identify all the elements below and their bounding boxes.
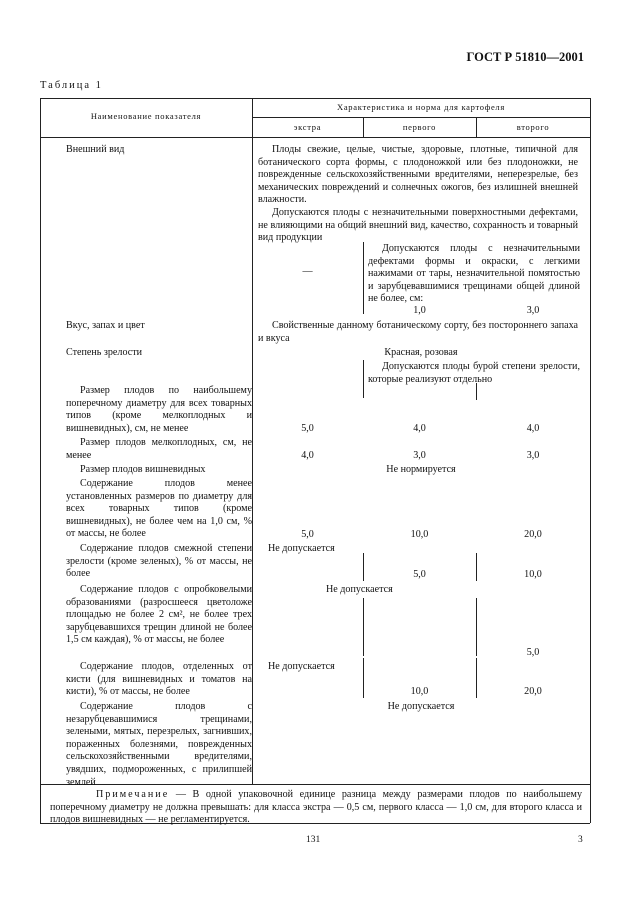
page-number: 131: [306, 835, 321, 845]
row-label-corky: Содержание плодов с опробковелыми образованиями (разросшееся цветоложе площадью не более 2 см², не более трех зарубцевавшихся трещин длиной не более 1,5 см каждая), % от массы, не более: [66, 584, 252, 646]
gost-number: ГОСТ Р 51810—2001: [466, 50, 584, 64]
size-small-second: 3,0: [526, 450, 540, 461]
sheet-number: 3: [578, 835, 583, 845]
table-caption: Таблица 1: [40, 80, 103, 91]
undersize-second: 20,0: [524, 529, 542, 540]
taste-value: Свойственные данному ботаническому сорту, без постороннего запаха и вкуса: [258, 320, 578, 344]
appearance-extra-value: —: [302, 266, 313, 277]
appearance-defects-text: Допускаются плоды с незначительными дефектами формы и окраски, с легкими нажимами от тары, незначительной помятостью и зарубцевавшимися трещинами общей длиной не более, см:: [368, 243, 580, 305]
appearance-allowance: Допускаются плоды с незначительными поверхностными дефектами, не влияющими на общий внешний вид, качество, сохранность и товарный вид продукции: [258, 207, 578, 244]
undersize-first: 10,0: [410, 529, 429, 540]
row-label-ripeness: Степень зрелости: [66, 347, 143, 358]
column-header-group: Характеристика и норма для картофеля: [337, 102, 505, 112]
adjacent-first: 5,0: [413, 569, 426, 580]
corky-value: Не допускается: [326, 584, 393, 595]
size-small-extra: 4,0: [301, 450, 314, 461]
row-label-appearance: Внешний вид: [66, 144, 125, 155]
row-label-size-cherry: Размер плодов вишневидных: [80, 464, 206, 475]
row-label-undersize: Содержание плодов менее установленных размеров по диаметру для всех товарных типов (кроме вишневидных), не более чем на 1,0 см, % от массы, не более: [66, 478, 252, 540]
size-cherry-value: Не нормируется: [386, 464, 456, 475]
column-header-first: первого: [402, 122, 437, 132]
ripeness-allowance: Допускаются плоды бурой степени зрелости, которые реализуют отдельно: [368, 361, 580, 385]
appearance-second-value: 3,0: [526, 305, 540, 316]
size-all-extra: 5,0: [301, 423, 314, 434]
note-text: — В одной упаковочной единице разница между размерами плодов по наибольшему поперечному диаметру не должна превышать: для класса экстра — 0,5 см, первого класса — 1,0 см, для второго класса и плодов вишневидных — не регламентируется.: [50, 789, 582, 826]
appearance-first-value: 1,0: [413, 305, 426, 316]
ripeness-value: Красная, розовая: [384, 347, 458, 358]
column-header-extra: экстра: [293, 122, 322, 132]
separated-first: 10,0: [410, 686, 429, 697]
defects-value: Не допускается: [387, 701, 455, 712]
row-label-adjacent-ripeness: Содержание плодов смежной степени зрелости (кроме зеленых), % от массы, не более: [66, 543, 252, 580]
size-small-first: 3,0: [413, 450, 426, 461]
row-label-defects: Содержание плодов с незарубцевавшимися трещинами, зелеными, мятых, перезрелых, загнивших, пораженных болезнями, поврежденных сельскохозяйственными вредителями, увядших, подмороженных, с прилипшей землей: [66, 701, 252, 788]
separated-second: 20,0: [524, 686, 542, 697]
row-label-taste: Вкус, запах и цвет: [66, 320, 145, 331]
column-header-name: Наименование показателя: [90, 111, 202, 121]
adjacent-second: 10,0: [524, 569, 542, 580]
row-label-size-all: Размер плодов по наибольшему поперечному диаметру для всех товарных типов (кроме мелкоплодных и вишневидных), см, не менее: [66, 385, 252, 434]
undersize-extra: 5,0: [301, 529, 314, 540]
separated-extra-value: Не допускается: [268, 661, 335, 672]
note-lead: Примечание: [96, 789, 170, 800]
adjacent-extra-value: Не допускается: [268, 543, 335, 554]
corky-second: 5,0: [526, 647, 540, 658]
column-header-second: второго: [516, 122, 550, 132]
table-note: [50, 789, 582, 827]
row-label-separated: Содержание плодов, отделенных от кисти (для вишневидных и томатов на кисти), % от массы, не более: [66, 661, 252, 698]
row-label-size-small: Размер плодов мелкоплодных, см, не менее: [66, 437, 252, 461]
size-all-first: 4,0: [413, 423, 426, 434]
size-all-second: 4,0: [526, 423, 540, 434]
appearance-description: Плоды свежие, целые, чистые, здоровые, плотные, типичной для ботанического сорта формы, с плодоножкой или без плодоножки, не поврежденные сельскохозяйственными вредителями, неперезрелые, без механических повреждений и солнечных ожогов, без излишней внешней влажности.: [258, 144, 578, 206]
